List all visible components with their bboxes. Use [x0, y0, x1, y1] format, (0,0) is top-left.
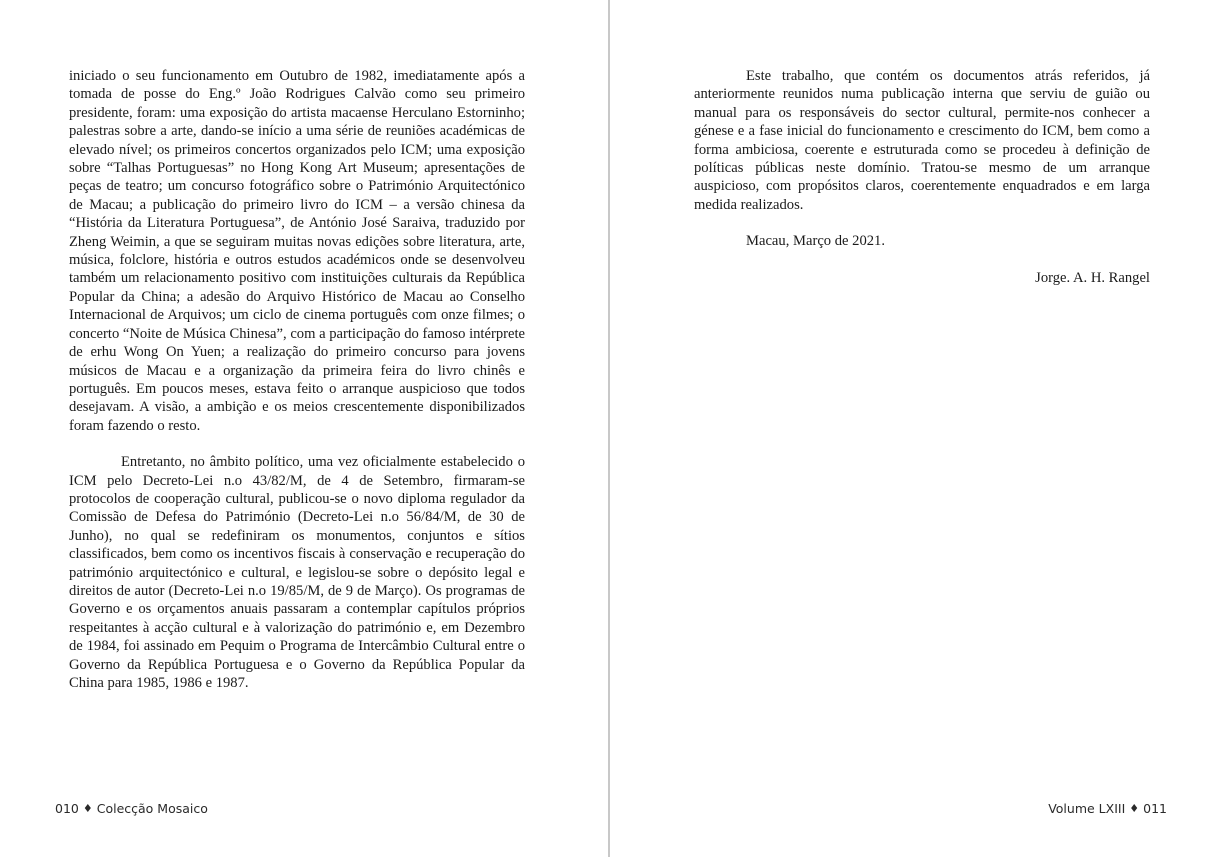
left-page-text-column: [69, 67, 525, 692]
right-page-number: 011: [1143, 801, 1167, 816]
book-gutter-divider: [608, 0, 610, 857]
right-page-text-column: [694, 67, 1150, 287]
right-page: [611, 0, 1217, 857]
left-page-footer: [55, 801, 208, 816]
right-page-footer: [1048, 801, 1167, 816]
left-page-number: 010: [55, 801, 79, 816]
left-paragraph-1: iniciado o seu funcionamento em Outubro de 1982, imediatamente após a tomada de posse do Eng.º João Rodrigues Calvão como seu primeiro presidente, foram: uma exposição do artista macaense Herculano Estorninho; palestras sobre a arte, dando-se início a uma série de reuniões académicas de elevado nível; os primeiros concertos organizados pelo ICM; uma exposição sobre “Talhas Portuguesas” no Hong Kong Art Museum; apresentações de peças de teatro; um concurso fotográfico sobre o Património Arquitectónico de Macau; a publicação do primeiro livro do ICM – a versão chinesa da “História da Literatura Portuguesa”, de António José Saraiva, traduzido por Zheng Weimin, a que se seguiram muitas novas edições sobre literatura, arte, música, folclore, história e outros estudos académicos onde se desenvolveu também um relacionamento positivo com instituições culturais da República Popular da China; a adesão do Arquivo Histórico de Macau ao Conselho Internacional de Arquivos; um ciclo de cinema português com onze filmes; o concerto “Noite de Música Chinesa”, com a participação do famoso intérprete de erhu Wong On Yuen; a realização do primeiro concurso para jovens músicos de Macau e a organização da primeira feira do livro chinês e português. Em poucos meses, estava feito o arranque auspicioso que todos desejavam. A visão, a ambição e os meios crescentemente disponibilizados foram fazendo o resto.: [69, 68, 525, 434]
collection-title: Colecção Mosaico: [96, 801, 208, 816]
diamond-separator-icon: ♦: [82, 802, 93, 815]
diamond-separator-icon: ♦: [1129, 802, 1140, 815]
volume-label: Volume LXIII: [1048, 801, 1126, 816]
right-paragraph-1: Este trabalho, que contém os documentos atrás referidos, já anteriormente reunidos numa publicação interna que serviu de guião ou manual para os responsáveis do sector cultural, permite-nos conhecer a génese e a fase inicial do funcionamento e crescimento do ICM, bem como a forma ambiciosa, coerente e estruturada como se procedeu à definição de políticas públicas neste domínio. Tratou-se mesmo de um arranque auspicioso, com propósitos claros, coerentemente enquadrados e em larga medida realizados.: [694, 68, 1150, 213]
left-paragraph-2: Entretanto, no âmbito político, uma vez oficialmente estabelecido o ICM pelo Decreto-Lei n.o 43/82/M, de 4 de Setembro, firmaram-se protocolos de cooperação cultural, publicou-se o novo diploma regulador da Comissão de Defesa do Património (Decreto-Lei n.o 56/84/M, de 30 de Junho), no qual se redefiniram os monumentos, conjuntos e sítios classificados, bem como os incentivos fiscais à conservação e recuperação do património arquitectónico e cultural, e legislou-se sobre o depósito legal e direitos de autor (Decreto-Lei n.o 19/85/M, de 9 de Março). Os programas de Governo e os orçamentos anuais passaram a contemplar capítulos próprios respeitantes à acção cultural e à valorização do património e, em Dezembro de 1984, foi assinado em Pequim o Programa de Intercâmbio Cultural entre o Governo da República Portuguesa e o Governo da República Popular da China para 1985, 1986 e 1987.: [69, 454, 525, 691]
author-signature: Jorge. A. H. Rangel: [1035, 269, 1150, 286]
place-date-line: Macau, Março de 2021.: [746, 233, 885, 250]
